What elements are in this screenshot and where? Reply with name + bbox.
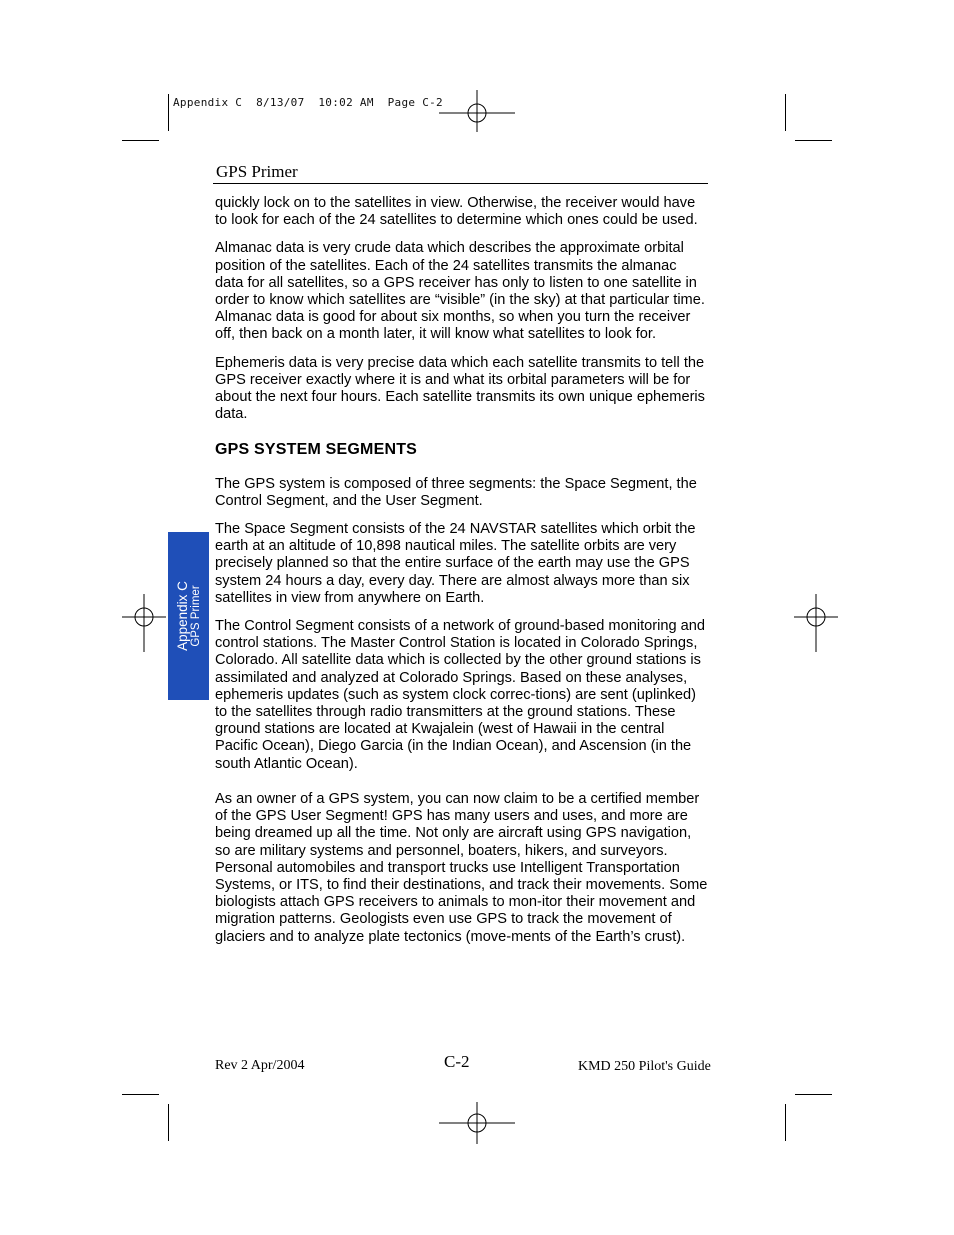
side-tab-line1: Appendix C bbox=[174, 581, 190, 651]
crop-mark-top-right-horizontal bbox=[795, 140, 832, 141]
crop-mark-top-left-vertical bbox=[168, 94, 169, 131]
side-tab bbox=[168, 532, 209, 700]
registration-mark-right bbox=[792, 594, 840, 654]
paragraph: Almanac data is very crude data which describes the approximate orbital position of the satellites. Each of the 24 satellites transmits the almanac data for all satellites, so a GPS receiver has only to listen to one satellite in order to know which satellites are “visible” (in the sky) at that particular time. Almanac data is good for about six months, so when you turn the receiver off, then back on a month later, it will know what satellites to look for. bbox=[215, 240, 705, 343]
crop-mark-bottom-left-horizontal bbox=[122, 1094, 159, 1095]
registration-mark-top bbox=[437, 84, 517, 134]
print-slug: Appendix C 8/13/07 10:02 AM Page C-2 bbox=[173, 96, 443, 109]
side-tab-line2: GPS Primer bbox=[189, 585, 202, 647]
paragraph: Ephemeris data is very precise data which each satellite transmits to tell the GPS receiver exactly where it is and what its orbital parameters will be for about the next four hours. Each satellite transmits its own unique ephemeris data. bbox=[215, 354, 705, 423]
crop-mark-top-right-vertical bbox=[785, 94, 786, 131]
paragraph: As an owner of a GPS system, you can now claim to be a certified member of the GPS User Segment! GPS has many users and uses, and more are being dreamed up all the time. Not only are aircraft using GPS navigation, so are military systems and personnel, boaters, hikers, and surveyors. Personal automobiles and transport trucks use Intelligent Transportation Systems, or ITS, to find their destinations, and track their movements. Some biologists attach GPS receivers to animals to mon-itor their movement and migration patterns. Geologists even use GPS to track the movement of glaciers and to analyze plate tectonics (move-ments of the Earth’s crust). bbox=[215, 790, 708, 945]
crop-mark-bottom-right-horizontal bbox=[795, 1094, 832, 1095]
crop-mark-top-left-horizontal bbox=[122, 140, 159, 141]
crop-mark-bottom-left-vertical bbox=[168, 1104, 169, 1141]
side-tab-text bbox=[175, 581, 203, 651]
footer-page-number: C-2 bbox=[444, 1052, 470, 1071]
paragraph: The Space Segment consists of the 24 NAVSTAR satellites which orbit the earth at an altitude of 10,898 nautical miles. The satellite orbits are very precisely planned so that the entire surface of the earth may use the GPS system 24 hours a day, every day. There are almost always more than six satellites in view from anywhere on Earth. bbox=[215, 521, 696, 606]
running-head: GPS Primer bbox=[216, 162, 298, 181]
footer-guide-title: KMD 250 Pilot's Guide bbox=[578, 1059, 711, 1074]
paragraph: quickly lock on to the satellites in view. Otherwise, the receiver would have to look for each of the 24 satellites to determine which ones could be used. bbox=[215, 195, 698, 229]
body-text bbox=[215, 195, 709, 957]
paragraph: The GPS system is composed of three segments: the Space Segment, the Control Segment, and the User Segment. bbox=[215, 475, 697, 509]
header-rule bbox=[213, 183, 708, 184]
crop-mark-bottom-right-vertical bbox=[785, 1104, 786, 1141]
registration-mark-left bbox=[120, 594, 168, 654]
paragraph: The Control Segment consists of a network of ground-based monitoring and control stations. The Master Control Station is located in Colorado Springs, Colorado. All satellite data which is collected by the other ground stations is assimilated and analyzed at Colorado Springs. Based on these analyses, ephemeris updates (such as system clock correc-tions) are sent (uplinked) to the satellites through radio transmitters at the ground stations. These ground stations are located at Kwajalein (west of Hawaii in the central Pacific Ocean), Diego Garcia (in the Indian Ocean), and Ascension (in the south Atlantic Ocean). bbox=[215, 618, 705, 772]
section-heading: GPS SYSTEM SEGMENTS bbox=[215, 441, 418, 459]
footer-revision: Rev 2 Apr/2004 bbox=[215, 1058, 305, 1073]
registration-mark-bottom bbox=[437, 1100, 517, 1146]
